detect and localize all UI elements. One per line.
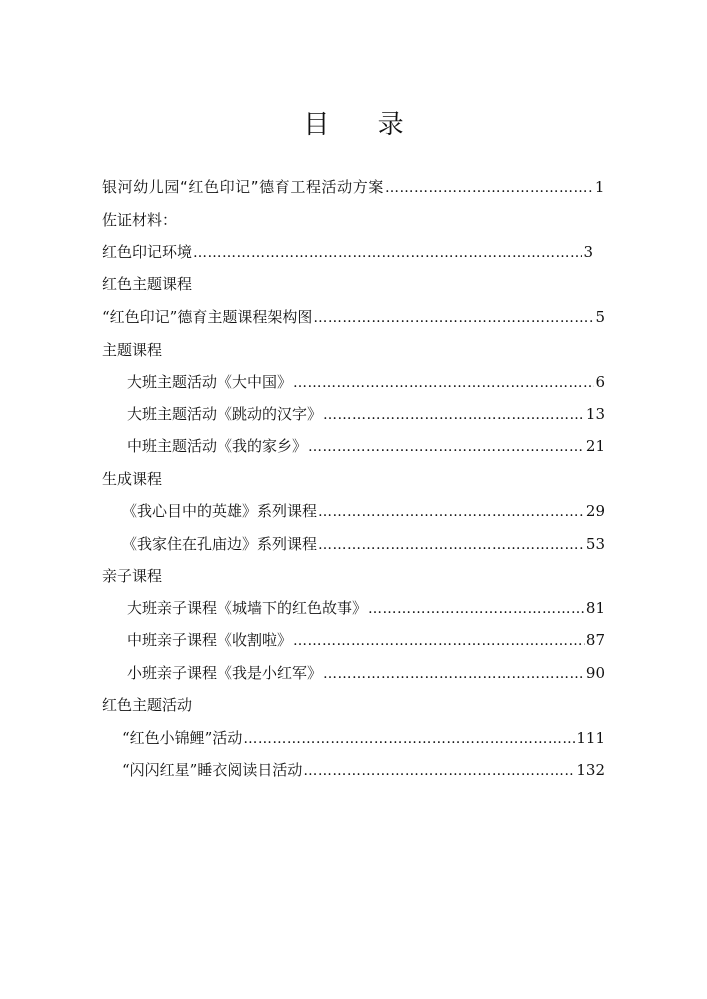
toc-entry-text: “红色小锦鲤”活动 [122,729,243,747]
toc-entry-text: “红色印记”德育主题课程架构图 [102,308,313,326]
toc-leader-dots [323,662,585,686]
toc-leader-dots [318,533,585,557]
toc-entry-text: 小班亲子课程《我是小红军》 [127,664,323,682]
toc-leader-dots [193,241,582,265]
toc-page-number: 1 [594,178,605,196]
toc-page-number: 6 [595,373,605,391]
toc-heading: 红色主题活动 [102,696,193,714]
toc-entry [102,305,605,329]
toc-leader-dots [308,435,585,459]
toc-entry-text: 大班主题活动《大中国》 [127,373,293,391]
toc-leader-dots [303,759,575,783]
toc-leader-dots [318,500,585,524]
toc-heading: 红色主题课程 [102,275,193,293]
toc-leader-dots [323,403,585,427]
toc-entry [122,532,605,556]
toc-leader-dots [293,629,585,653]
toc-entry-text: 《我家住在孔庙边》系列课程 [122,535,318,553]
toc-page-number: 29 [585,502,605,520]
toc-leader-dots [293,371,594,395]
toc-page-number: 81 [585,599,605,617]
toc-heading: 生成课程 [102,470,163,488]
toc-page-number: 53 [585,535,605,553]
toc-page-number: 21 [585,437,605,455]
toc-entry [127,628,605,652]
toc-entry [122,499,605,523]
toc-entry [102,240,593,264]
toc-leader-dots [313,306,594,330]
toc-entry-text: 大班主题活动《跳动的汉字》 [127,405,323,423]
toc-entry [127,370,605,394]
toc-entry-text: 中班主题活动《我的家乡》 [127,437,308,455]
toc-entry-text: 《我心目中的英雄》系列课程 [122,502,318,520]
toc-page-number: 5 [595,308,605,326]
toc-page-number: 3 [583,243,593,261]
toc-entry [102,175,605,199]
toc-entry [122,758,605,782]
toc-entry-text: “闪闪红星”睡衣阅读日活动 [122,761,303,779]
toc-heading: 佐证材料： [102,211,178,229]
toc-entry [127,402,605,426]
toc-entry [127,434,605,458]
toc-page-number: 13 [585,405,605,423]
toc-page-number: 90 [585,664,605,682]
toc-entry-text: 银河幼儿园“红色印记”德育工程活动方案 [102,178,384,196]
page-title: 目 录 [303,110,424,140]
toc-page-number: 111 [576,729,605,747]
toc-page-number: 132 [576,761,605,779]
toc-leader-dots [368,597,585,621]
toc-entry [122,726,605,750]
toc-page-number: 87 [585,631,605,649]
toc-entry-text: 大班亲子课程《城墙下的红色故事》 [127,599,368,617]
toc-entry-text: 红色印记环境 [102,243,193,261]
toc-heading: 亲子课程 [102,567,163,585]
toc-heading: 主题课程 [102,341,163,359]
toc-entry [127,661,605,685]
toc-entry-text: 中班亲子课程《收割啦》 [127,631,293,649]
toc-leader-dots [243,727,575,751]
toc-leader-dots [385,176,594,200]
toc-entry [127,596,605,620]
